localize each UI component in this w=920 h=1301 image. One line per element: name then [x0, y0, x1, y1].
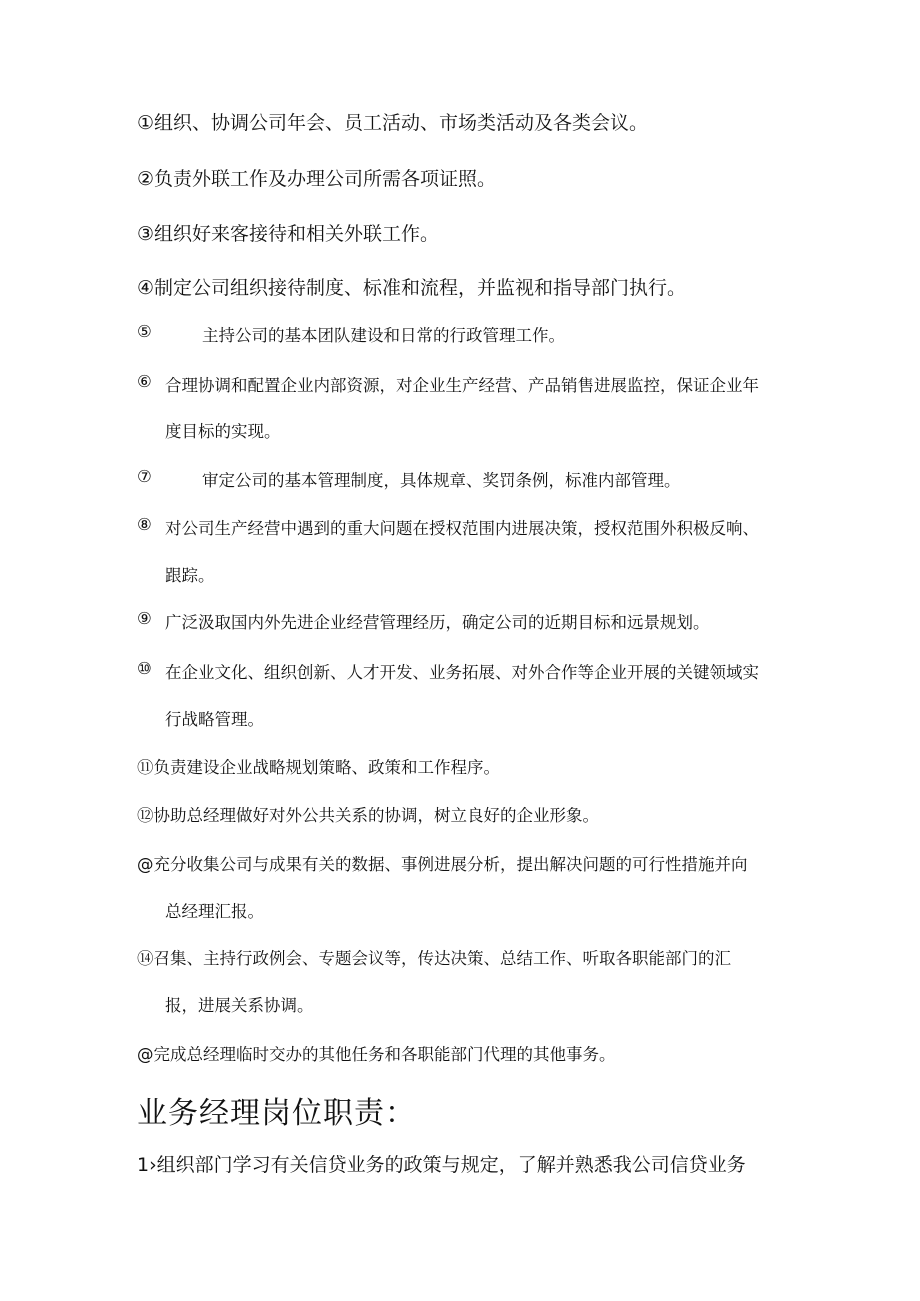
duty-item-10-continuation: 行战略管理。 — [165, 710, 264, 729]
item-number: ⑥ — [137, 372, 152, 391]
duty-item-6-continuation: 度目标的实现。 — [165, 422, 281, 441]
duty-item-14-continuation: 报，进展关系协调。 — [165, 996, 314, 1015]
duty-item-4: ④制定公司组织接待制度、标准和流程，并监视和指导部门执行。 — [137, 277, 687, 299]
item-text: 在企业文化、组织创新、人才开发、业务拓展、对外合作等企业开展的关键领域实 — [165, 663, 759, 682]
duty-item-13: @充分收集公司与成果有关的数据、事例进展分析，提出解决问题的可行性措施并向 — [137, 855, 748, 874]
duty-item-1: ①组织、协调公司年会、员工活动、市场类活动及各类会议。 — [137, 112, 649, 134]
duty-item-13-continuation: 总经理汇报。 — [165, 902, 264, 921]
item-number: ⑨ — [137, 609, 152, 628]
section-heading: 业务经理岗位职责： — [137, 1096, 416, 1131]
item-text: 主持公司的基本团队建设和日常的行政管理工作。 — [202, 326, 565, 345]
section-item-1: 1›组织部门学习有关信贷业务的政策与规定，了解并熟悉我公司信贷业务 — [137, 1154, 746, 1176]
duty-item-9 — [137, 609, 710, 632]
duty-item-6 — [137, 372, 759, 395]
item-number: ⑧ — [137, 515, 152, 534]
item-number: ⑦ — [137, 467, 152, 486]
duty-item-14: ⑭召集、主持行政例会、专题会议等，传达决策、总结工作、听取各职能部门的汇 — [137, 949, 731, 968]
item-text: 对公司生产经营中遇到的重大问题在授权范围内进展决策，授权范围外积极反响、 — [165, 519, 759, 538]
duty-item-15: @完成总经理临时交办的其他任务和各职能部门代理的其他事务。 — [137, 1045, 616, 1064]
item-text: 审定公司的基本管理制度，具体规章、奖罚条例，标准内部管理。 — [202, 471, 681, 490]
duty-item-8 — [137, 515, 759, 538]
duty-item-11: ⑪负责建设企业战略规划策略、政策和工作程序。 — [137, 758, 500, 777]
item-text: 合理协调和配置企业内部资源，对企业生产经营、产品销售进展监控，保证企业年 — [165, 376, 759, 395]
item-text: 广泛汲取国内外先进企业经营管理经历，确定公司的近期目标和远景规划。 — [165, 613, 710, 632]
duty-item-3: ③组织好来客接待和相关外联工作。 — [137, 223, 440, 245]
duty-item-7 — [137, 467, 681, 490]
item-number: ⑩ — [137, 659, 152, 678]
duty-item-12: ⑫协助总经理做好对外公共关系的协调，树立良好的企业形象。 — [137, 806, 599, 825]
duty-item-5 — [137, 322, 565, 345]
duty-item-2: ②负责外联工作及办理公司所需各项证照。 — [137, 168, 497, 190]
item-number: ⑤ — [137, 322, 152, 341]
duty-item-8-continuation: 跟踪。 — [165, 566, 215, 585]
duty-item-10 — [137, 659, 759, 682]
